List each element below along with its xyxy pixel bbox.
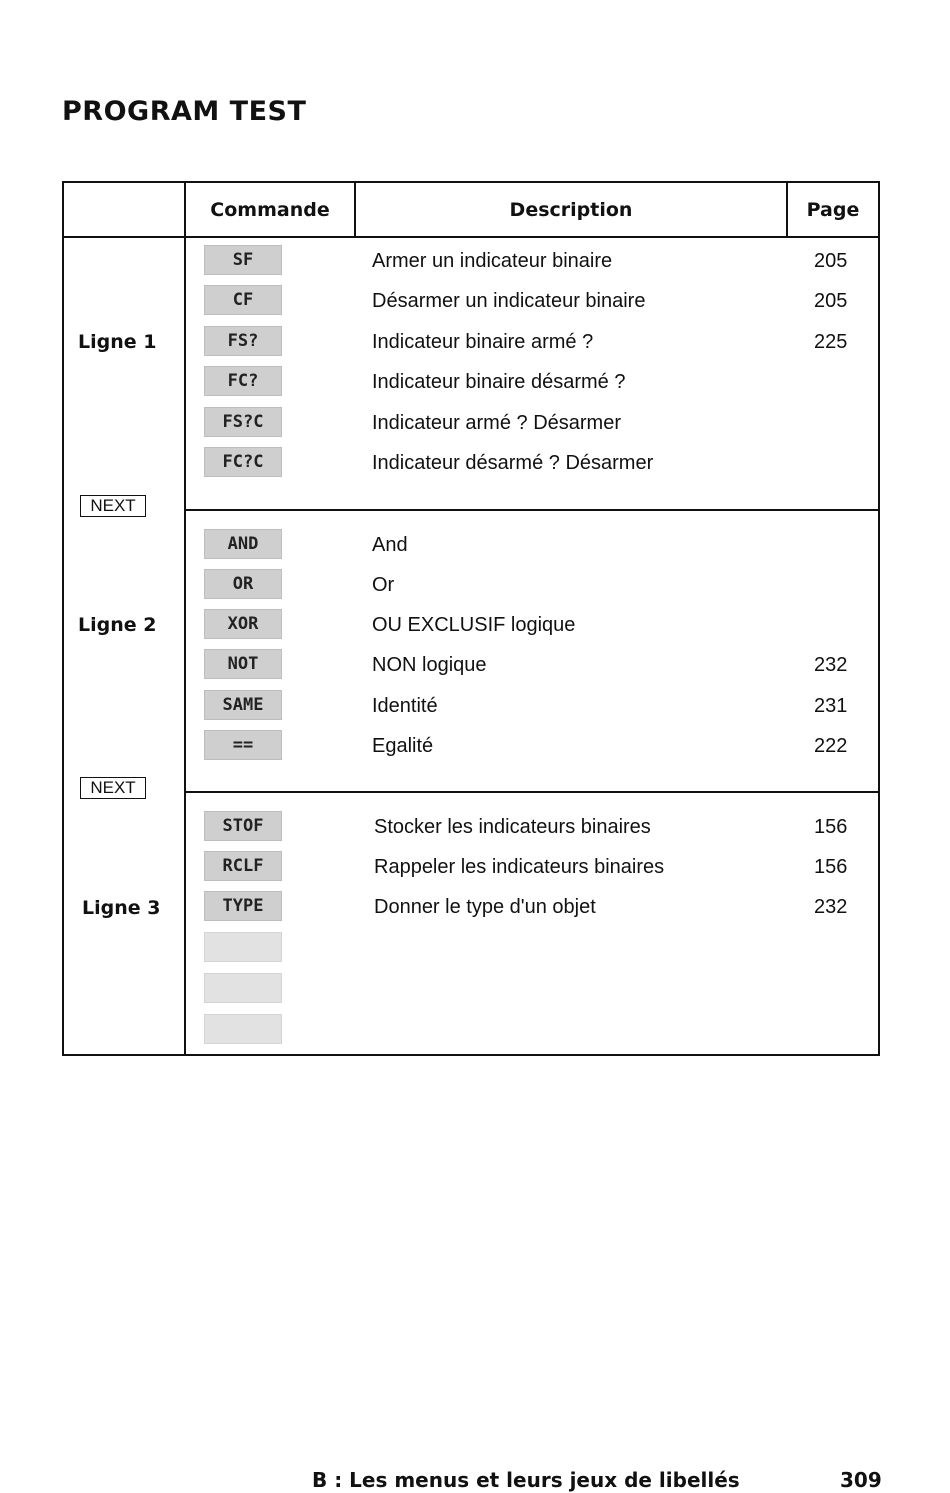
column-divider (184, 183, 186, 1054)
line-label: Ligne 1 (78, 331, 157, 353)
softkey: NOT (204, 649, 282, 679)
description: Indicateur binaire armé ? (372, 331, 594, 353)
page-ref: 205 (814, 250, 848, 272)
page-ref: 232 (814, 896, 848, 918)
page-number: 309 (840, 1468, 882, 1492)
description: Egalité (372, 735, 434, 757)
softkey: TYPE (204, 891, 282, 921)
softkey: FS? (204, 326, 282, 356)
softkey: XOR (204, 609, 282, 639)
page-ref: 232 (814, 654, 848, 676)
description: Armer un indicateur binaire (372, 250, 613, 272)
page-title: PROGRAM TEST (62, 96, 307, 127)
footer-chapter: B : Les menus et leurs jeux de libellés (312, 1468, 740, 1492)
softkey-blank (204, 932, 282, 962)
line-label: Ligne 2 (78, 614, 157, 636)
softkey: STOF (204, 811, 282, 841)
page-ref: 156 (814, 856, 848, 878)
header-description: Description (509, 199, 633, 221)
next-key-label: NEXT (80, 495, 146, 517)
softkey: RCLF (204, 851, 282, 881)
softkey: OR (204, 569, 282, 599)
command-table (62, 181, 880, 1056)
softkey: FC? (204, 366, 282, 396)
description: Identité (372, 695, 438, 717)
description: And (372, 534, 408, 556)
section-divider (184, 509, 878, 511)
softkey: == (204, 730, 282, 760)
softkey: FC?C (204, 447, 282, 477)
page-ref: 205 (814, 290, 848, 312)
softkey: SF (204, 245, 282, 275)
description: Indicateur armé ? Désarmer (372, 412, 621, 434)
description: OU EXCLUSIF logique (372, 614, 576, 636)
next-key-label: NEXT (80, 777, 146, 799)
softkey: SAME (204, 690, 282, 720)
description: Stocker les indicateurs binaires (374, 816, 651, 838)
description: Or (372, 574, 395, 596)
softkey: FS?C (204, 407, 282, 437)
description: Donner le type d'un objet (374, 896, 596, 918)
page-ref: 156 (814, 816, 848, 838)
softkey-blank (204, 973, 282, 1003)
section-divider (184, 791, 878, 793)
page-ref: 231 (814, 695, 848, 717)
line-label: Ligne 3 (82, 897, 161, 919)
description: Rappeler les indicateurs binaires (374, 856, 665, 878)
softkey: AND (204, 529, 282, 559)
page-ref: 222 (814, 735, 848, 757)
softkey-blank (204, 1014, 282, 1044)
header-page: Page (806, 199, 860, 221)
description: Indicateur désarmé ? Désarmer (372, 452, 654, 474)
softkey: CF (204, 285, 282, 315)
header-command: Commande (210, 199, 330, 221)
page-ref: 225 (814, 331, 848, 353)
description: Indicateur binaire désarmé ? (372, 371, 626, 393)
description: NON logique (372, 654, 487, 676)
description: Désarmer un indicateur binaire (372, 290, 646, 312)
